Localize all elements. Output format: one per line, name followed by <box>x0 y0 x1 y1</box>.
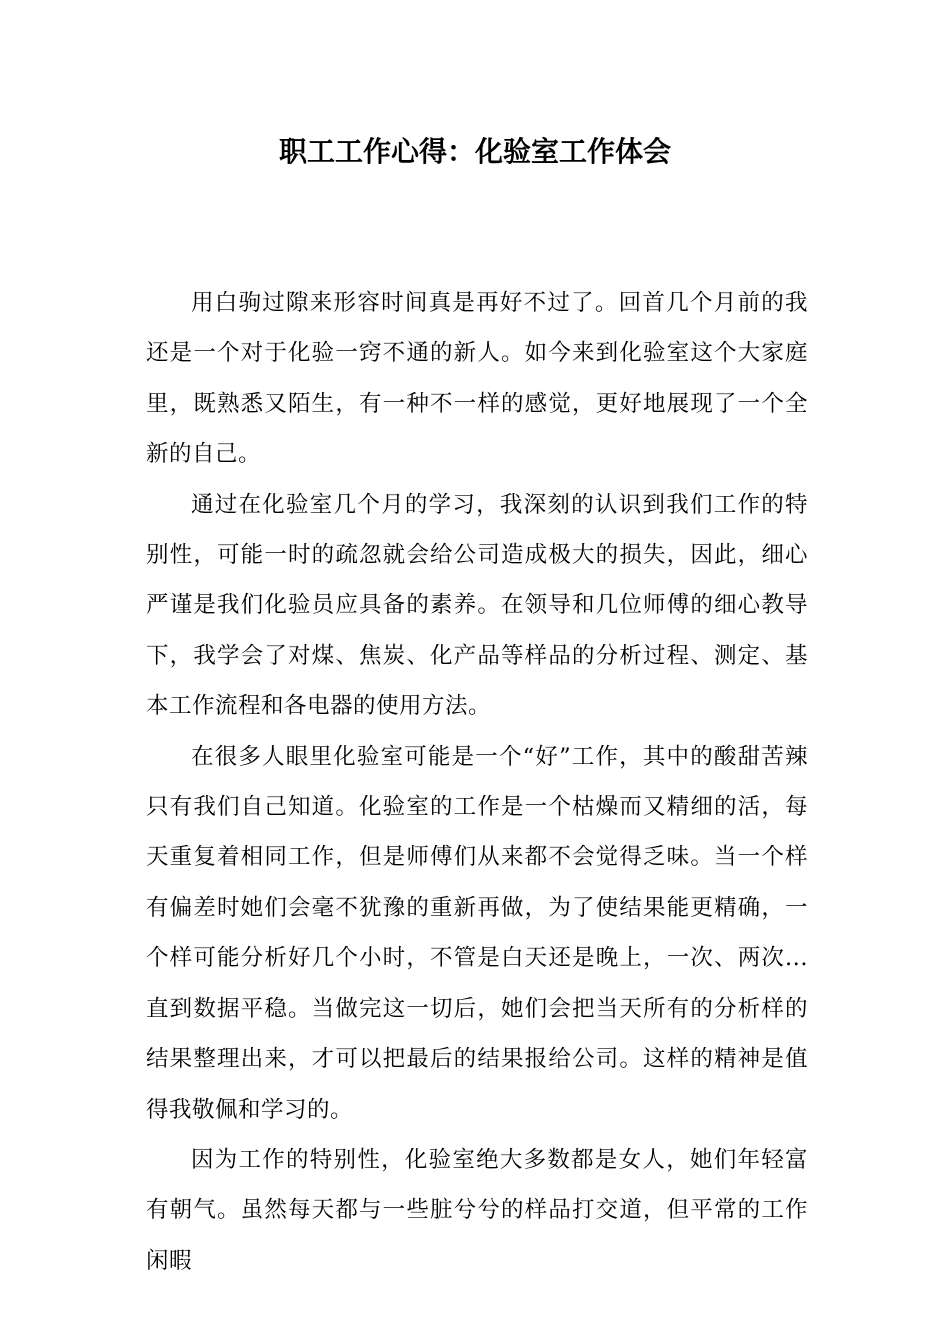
document-body <box>146 278 808 1286</box>
document-title: 职工工作心得：化验室工作体会 <box>278 135 671 168</box>
paragraph-1: 用白驹过隙来形容时间真是再好不过了。回首几个月前的我还是一个对于化验一窍不通的新人。如今来到化验室这个大家庭里，既熟悉又陌生，有一种不一样的感觉，更好地展现了一个全新的自己。 <box>146 290 808 468</box>
paragraph-4: 因为工作的特别性，化验室绝大多数都是女人，她们年轻富有朝气。虽然每天都与一些脏兮兮的样品打交道，但平常的工作闲暇 <box>146 1146 808 1274</box>
paragraph-2: 通过在化验室几个月的学习，我深刻的认识到我们工作的特别性，可能一时的疏忽就会给公司造成极大的损失，因此，细心严谨是我们化验员应具备的素养。在领导和几位师傅的细心教导下，我学会了对煤、焦炭、化产品等样品的分析过程、测定、基本工作流程和各电器的使用方法。 <box>146 491 808 720</box>
paragraph-3: 在很多人眼里化验室可能是一个“好”工作，其中的酸甜苦辣只有我们自己知道。化验室的工作是一个枯燥而又精细的活，每天重复着相同工作，但是师傅们从来都不会觉得乏味。当一个样有偏差时她们会毫不犹豫的重新再做，为了使结果能更精确，一个样可能分析好几个小时，不管是白天还是晚上，一次、两次...直到数据平稳。当做完这一切后，她们会把当天所有的分析样的结果整理出来，才可以把最后的结果报给公司。这样的精神是值得我敬佩和学习的。 <box>146 743 808 1123</box>
